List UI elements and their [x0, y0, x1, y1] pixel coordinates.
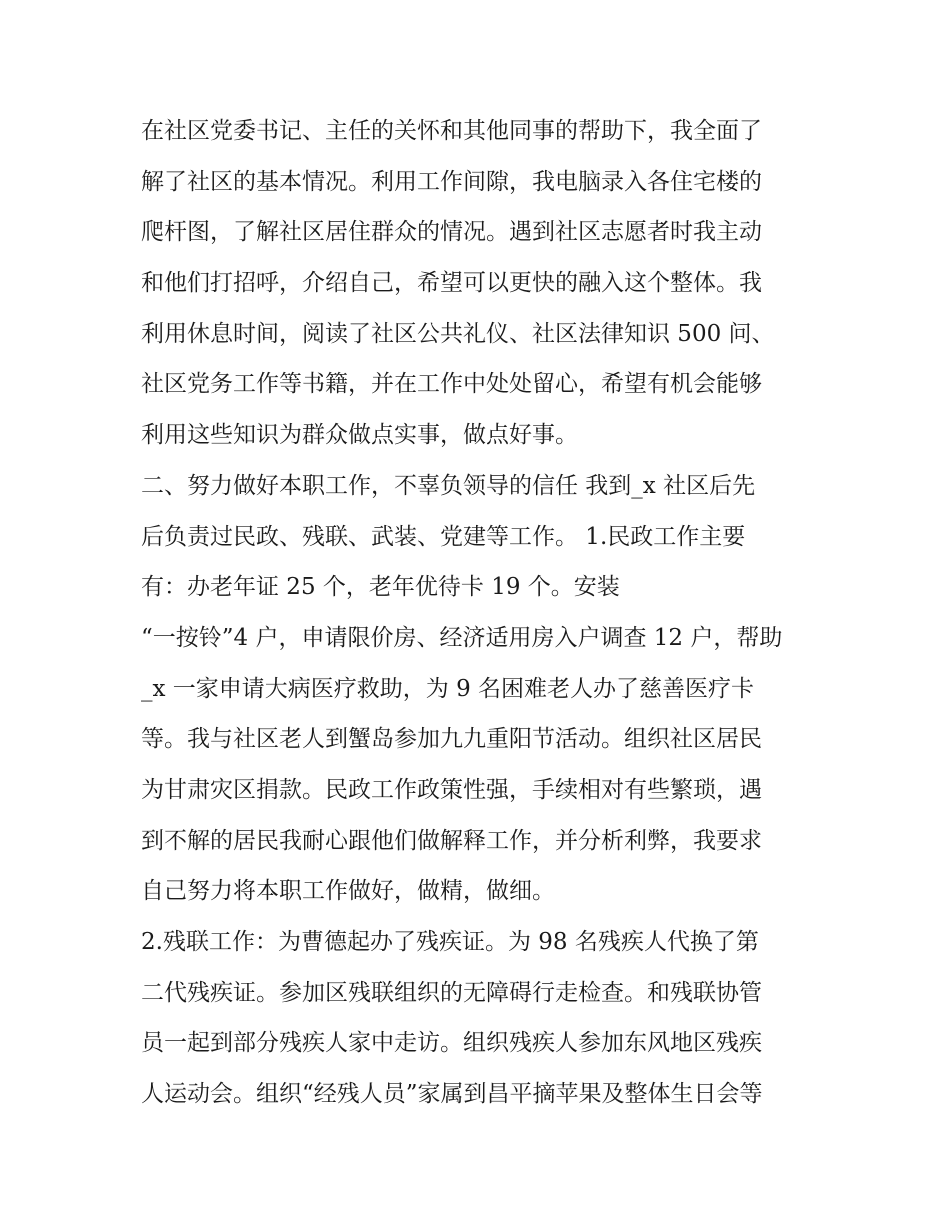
text-line: 利用这些知识为群众做点实事，做点好事。	[141, 422, 578, 449]
text-line: 和他们打招呼，介绍自己，希望可以更快的融入这个整体。我	[141, 270, 762, 297]
text-line: 二、努力做好本职工作，不辜负领导的信任 我到_x 社区后先	[141, 472, 756, 499]
text-line: 后负责过民政、残联、武装、党建等工作。 1.民政工作主要	[141, 523, 746, 550]
text-line: 自己努力将本职工作做好，做精，做细。	[141, 878, 555, 905]
text-line: 人运动会。组织“经残人员”家属到昌平摘苹果及整体生日会等	[141, 1081, 763, 1108]
text-line: 解了社区的基本情况。利用工作间隙，我电脑录入各住宅楼的	[141, 168, 762, 195]
text-line: 社区党务工作等书籍，并在工作中处处留心，希望有机会能够	[141, 371, 762, 398]
text-line: “一按铃”4 户，申请限价房、经济适用房入户调查 12 户，帮助	[141, 624, 783, 651]
text-line: 为甘肃灾区捐款。民政工作政策性强，手续相对有些繁琐，遇	[141, 776, 762, 803]
text-line: 爬杆图，了解社区居住群众的情况。遇到社区志愿者时我主动	[141, 219, 762, 246]
text-line: 二代残疾证。参加区残联组织的无障碍行走检查。和残联协管	[141, 979, 762, 1006]
text-line: 2.残联工作：为曹德起办了残疾证。为 98 名残疾人代换了第	[141, 929, 759, 955]
text-line: 员一起到部分残疾人家中走访。组织残疾人参加东风地区残疾	[141, 1030, 762, 1057]
text-line: 等。我与社区老人到蟹岛参加九九重阳节活动。组织社区居民	[141, 726, 762, 753]
text-line: 在社区党委书记、主任的关怀和其他同事的帮助下，我全面了	[141, 118, 762, 144]
text-line: 利用休息时间，阅读了社区公共礼仪、社区法律知识 500 问、	[141, 320, 775, 347]
text-line: _x 一家申请大病医疗救助，为 9 名困难老人办了慈善医疗卡	[141, 675, 755, 702]
text-line: 有：办老年证 25 个，老年优待卡 19 个。安装	[141, 574, 620, 601]
text-line: 到不解的居民我耐心跟他们做解释工作，并分析利弊，我要求	[141, 827, 762, 854]
document-body	[141, 106, 821, 1120]
